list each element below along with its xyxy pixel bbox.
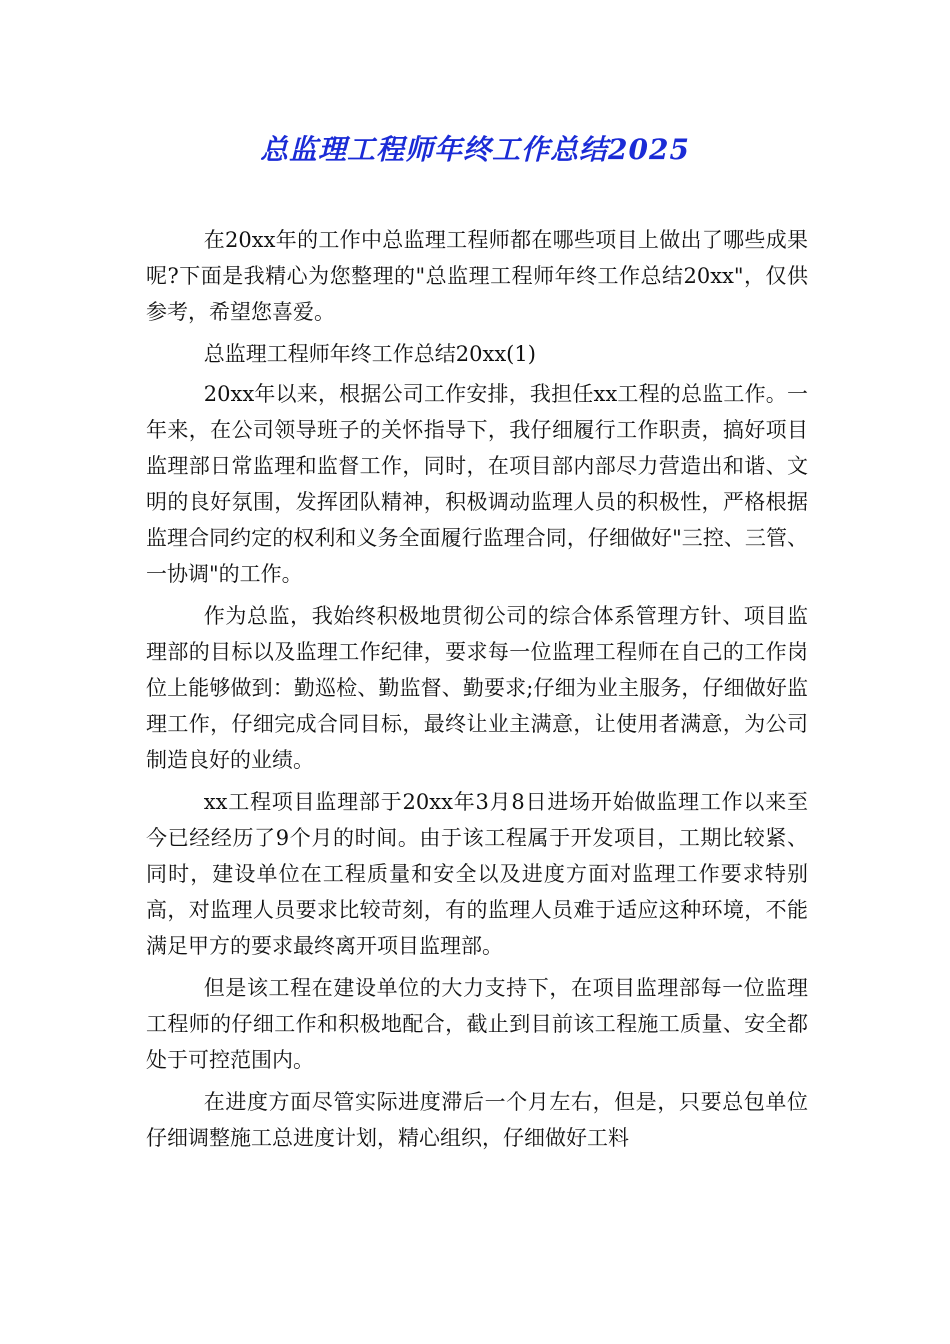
paragraph-quality-safety: 但是该工程在建设单位的大力支持下，在项目监理部每一位监理工程师的仔细工作和积极地配合，截止到目前该工程施工质量、安全都处于可控范围内。 [146,976,808,1072]
document-body [146,222,808,1162]
paragraph-overview: 20xx年以来，根据公司工作安排，我担任xx工程的总监工作。一年来，在公司领导班子的关怀指导下，我仔细履行工作职责，搞好项目监理部日常监理和监督工作，同时，在项目部内部尽力营造出和谐、文明的良好氛围，发挥团队精神，积极调动监理人员的积极性，严格根据监理合同约定的权利和义务全面履行监理合同，仔细做好"三控、三管、一协调"的工作。 [146,382,808,586]
paragraph-intro: 在20xx年的工作中总监理工程师都在哪些项目上做出了哪些成果呢?下面是我精心为您整理的"总监理工程师年终工作总结20xx"，仅供参考，希望您喜爱。 [146,228,808,324]
document-title: 总监理工程师年终工作总结2025 [260,133,690,166]
section-heading: 总监理工程师年终工作总结20xx(1) [203,342,536,366]
paragraph-progress: 在进度方面尽管实际进度滞后一个月左右，但是，只要总包单位仔细调整施工总进度计划，精心组织，仔细做好工料 [146,1090,808,1150]
paragraph-project-history: xx工程项目监理部于20xx年3月8日进场开始做监理工作以来至今已经经历了9个月的时间。由于该工程属于开发项目，工期比较紧、同时，建设单位在工程质量和安全以及进度方面对监理工作要求特别高，对监理人员要求比较苛刻，有的监理人员难于适应这种环境，不能满足甲方的要求最终离开项目监理部。 [146,790,808,958]
paragraph-role: 作为总监，我始终积极地贯彻公司的综合体系管理方针、项目监理部的目标以及监理工作纪律，要求每一位监理工程师在自己的工作岗位上能够做到：勤巡检、勤监督、勤要求;仔细为业主服务，仔细做好监理工作，仔细完成合同目标，最终让业主满意，让使用者满意，为公司制造良好的业绩。 [146,604,808,772]
